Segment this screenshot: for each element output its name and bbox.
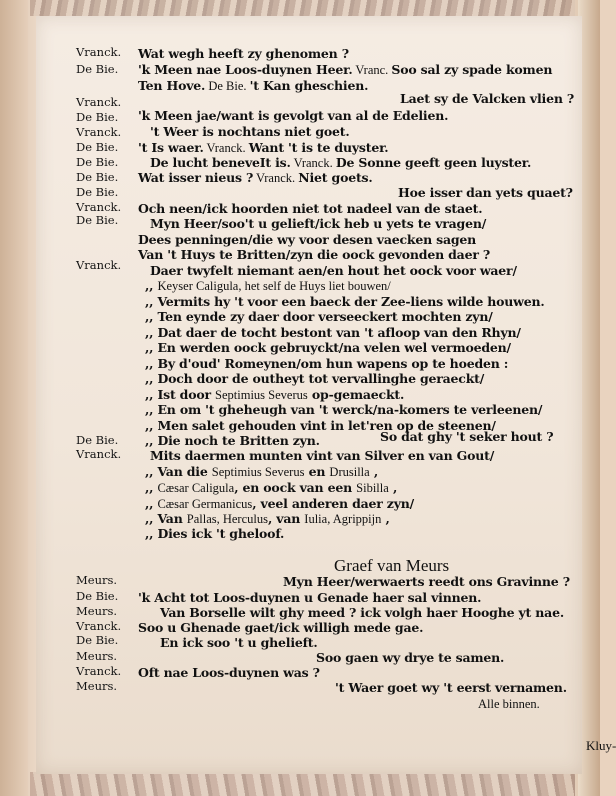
- scene-heading: Graef van Meurs: [334, 556, 450, 575]
- roman-text: Sibilla: [356, 481, 389, 495]
- speaker-label: Meurs.: [76, 649, 118, 663]
- blackletter-text: ,, Van die: [145, 464, 212, 479]
- verse-line: [380, 426, 553, 442]
- speaker-label: Meurs.: [76, 604, 118, 618]
- verse-line: [145, 430, 320, 446]
- verse-line: [150, 260, 517, 276]
- blackletter-text: Want 't is te duyster.: [248, 140, 389, 155]
- roman-text: Keyser Caligula, het self de Huys liet bouwen/: [157, 279, 391, 293]
- verse-line: [145, 353, 508, 369]
- verse-line: [150, 121, 350, 137]
- roman-text: Cæsar Germanicus: [157, 497, 253, 511]
- blackletter-text: Hoe isser dan yets quaet?: [398, 185, 573, 200]
- blackletter-text: 'k Meen jae/want is gevolgt van al de Edelien.: [138, 108, 449, 123]
- blackletter-text: ,: [369, 464, 379, 479]
- speaker-label: Vranck.: [76, 258, 122, 272]
- blackletter-text: Och neen/ick hoorden niet tot nadeel van de staet.: [138, 201, 483, 216]
- blackletter-text: Ten Hove.: [138, 78, 206, 93]
- verse-line: [145, 477, 397, 493]
- speaker-label: Vranck.: [76, 45, 122, 59]
- speaker-label: Meurs.: [76, 573, 118, 587]
- speaker-label: De Bie.: [76, 589, 119, 603]
- blackletter-text: Oft nae Loos-duynen was ?: [138, 665, 320, 680]
- roman-text: De Bie.: [205, 79, 250, 93]
- blackletter-text: De Sonne geeft geen luyster.: [335, 155, 532, 170]
- blackletter-text: Dees penningen/die wy voor desen vaecken sagen: [138, 232, 477, 247]
- blackletter-text: ,, Van: [145, 511, 187, 526]
- blackletter-text: Van 't Huys te Britten/zyn die oock gevonden daer ?: [138, 247, 490, 262]
- blackletter-text: Wat wegh heeft zy ghenomen ?: [138, 46, 349, 61]
- blackletter-text: 'k Acht tot Loos-duynen u Genade haer sal vinnen.: [138, 590, 482, 605]
- blackletter-text: ,, Ist door: [145, 387, 216, 402]
- verse-line: [145, 337, 511, 353]
- blackletter-text: , van: [267, 511, 305, 526]
- speaker-label: De Bie.: [76, 110, 119, 124]
- blackletter-text: ,,: [145, 480, 158, 495]
- blackletter-text: ,, Vermits hy 't voor een baeck der Zee-liens wilde houwen.: [145, 294, 545, 309]
- catchword: Kluy-: [586, 738, 616, 753]
- blackletter-text: ,, Dat daer de tocht bestont van 't afloop van den Rhyn/: [145, 325, 521, 340]
- blackletter-text: ,,: [145, 278, 158, 293]
- verse-line: [145, 275, 391, 291]
- speaker-label: De Bie.: [76, 185, 119, 199]
- blackletter-text: ,: [388, 480, 398, 495]
- blackletter-text: ,, En werden oock gebruyckt/na velen wel vermoeden/: [145, 340, 511, 355]
- verse-line: [145, 322, 521, 338]
- verse-line: [145, 291, 545, 307]
- verse-line: [145, 508, 390, 524]
- blackletter-text: 'k Meen nae Loos-duynen Heer.: [138, 62, 353, 77]
- marbled-endpaper-top: [30, 0, 575, 16]
- marbled-endpaper-bottom: [30, 772, 575, 796]
- verse-line: [398, 182, 573, 198]
- speaker-label: De Bie.: [76, 433, 119, 447]
- blackletter-text: Soo sal zy spade komen: [391, 62, 553, 77]
- verse-line: [335, 677, 567, 693]
- verse-line: [145, 399, 542, 415]
- verse-line: [150, 445, 494, 461]
- speaker-label: De Bie.: [76, 140, 119, 154]
- verse-line: [316, 647, 504, 663]
- book-binding: [0, 0, 28, 796]
- verse-line: [138, 244, 490, 260]
- blackletter-text: ,, Ten eynde zy daer door verseeckert mochten zyn/: [145, 309, 493, 324]
- blackletter-text: Myn Heer/soo't u gelieft/ick heb u yets te vragen/: [150, 216, 487, 231]
- verse-line: [145, 523, 284, 539]
- speaker-label: Vranck.: [76, 664, 122, 678]
- blackletter-text: De lucht beneveIt is.: [150, 155, 291, 170]
- verse-line: [160, 632, 318, 648]
- verse-line: [138, 167, 373, 183]
- roman-text: Septimius Severus: [211, 465, 305, 479]
- verse-line: [145, 306, 493, 322]
- blackletter-text: en: [304, 464, 330, 479]
- blackletter-text: Laet sy de Valcken vlien ?: [400, 91, 575, 106]
- blackletter-text: op-gemaeckt.: [307, 387, 405, 402]
- blackletter-text: Mits daermen munten vint van Silver en van Gout/: [150, 448, 495, 463]
- blackletter-text: ,: [381, 511, 390, 526]
- speaker-label: Vranck.: [76, 619, 122, 633]
- blackletter-text: ,, By d'oud' Romeynen/om hun wapens op te hoeden :: [145, 356, 509, 371]
- verse-line: [400, 88, 574, 104]
- verse-line: [138, 198, 482, 214]
- blackletter-text: ,, Die noch te Britten zyn.: [145, 433, 320, 448]
- verse-line: [138, 137, 388, 153]
- verse-line: [138, 587, 481, 603]
- verse-line: [138, 105, 448, 121]
- blackletter-text: So dat ghy 't seker hout ?: [380, 429, 554, 444]
- verse-line: [138, 229, 476, 245]
- verse-line: [145, 493, 414, 509]
- speaker-label: Vranck.: [76, 95, 122, 109]
- speaker-label: De Bie.: [76, 62, 119, 76]
- speaker-label: De Bie.: [76, 213, 119, 227]
- speaker-label: Vranck.: [76, 125, 122, 139]
- speaker-label: Meurs.: [76, 679, 118, 693]
- verse-line: [145, 461, 378, 477]
- speaker-label: De Bie.: [76, 170, 119, 184]
- roman-text: Cæsar Caligula: [157, 481, 235, 495]
- speaker-label: Vranck.: [76, 200, 122, 214]
- roman-text: Vranck.: [253, 171, 299, 185]
- blackletter-text: Van Borselle wilt ghy meed ? ick volgh haer Hooghe yt nae.: [160, 605, 564, 620]
- blackletter-text: , en oock van een: [234, 480, 357, 495]
- blackletter-text: 't Kan gheschien.: [249, 78, 369, 93]
- roman-text: Alle binnen.: [478, 697, 540, 711]
- roman-text: Iulia, Agrippijn: [304, 512, 382, 526]
- speaker-label: De Bie.: [76, 155, 119, 169]
- verse-line: [478, 693, 540, 709]
- blackletter-text: Soo u Ghenade gaet/ick willigh mede gae.: [138, 620, 424, 635]
- blackletter-text: En ick soo 't u ghelieft.: [160, 635, 318, 650]
- blackletter-text: ,, Dies ick 't gheloof.: [145, 526, 285, 541]
- book-page: [36, 16, 616, 774]
- verse-line: [138, 59, 552, 75]
- verse-line: [145, 384, 404, 400]
- blackletter-text: Daer twyfelt niemant aen/en hout het oock voor waer/: [150, 263, 517, 278]
- blackletter-text: ,, Men salet gehouden vint in let'ren op de steenen/: [145, 418, 496, 433]
- verse-line: [145, 368, 484, 384]
- verse-line: [160, 602, 564, 618]
- blackletter-text: ,,: [145, 496, 158, 511]
- blackletter-text: ,, En om 't gheheugh van 't werck/na-komers te verleenen/: [145, 402, 543, 417]
- verse-line: [138, 662, 320, 678]
- verse-line: [150, 213, 486, 229]
- verse-line: [150, 152, 531, 168]
- roman-text: Pallas, Herculus: [186, 512, 268, 526]
- blackletter-text: Soo gaen wy drye te samen.: [316, 650, 505, 665]
- verse-line: [138, 43, 349, 59]
- speaker-label: Vranck.: [76, 447, 122, 461]
- blackletter-text: Myn Heer/werwaerts reedt ons Gravinne ?: [283, 574, 570, 589]
- speaker-label: De Bie.: [76, 633, 119, 647]
- roman-text: Vranck.: [203, 141, 249, 155]
- blackletter-text: Niet goets.: [298, 170, 373, 185]
- roman-text: Vranck.: [290, 156, 336, 170]
- blackletter-text: 't Weer is nochtans niet goet.: [150, 124, 350, 139]
- verse-line: [138, 75, 368, 91]
- roman-text: Drusilla: [329, 465, 370, 479]
- verse-line: [138, 617, 423, 633]
- blackletter-text: ,, Doch door de outheyt tot vervallinghe geraeckt/: [145, 371, 485, 386]
- blackletter-text: Wat isser nieus ?: [138, 170, 254, 185]
- roman-text: Septimius Severus: [215, 388, 308, 402]
- blackletter-text: 't Is waer.: [138, 140, 204, 155]
- blackletter-text: 't Waer goet wy 't eerst vernamen.: [335, 680, 567, 695]
- blackletter-text: , veel anderen daer zyn/: [252, 496, 415, 511]
- roman-text: Vranc.: [352, 63, 392, 77]
